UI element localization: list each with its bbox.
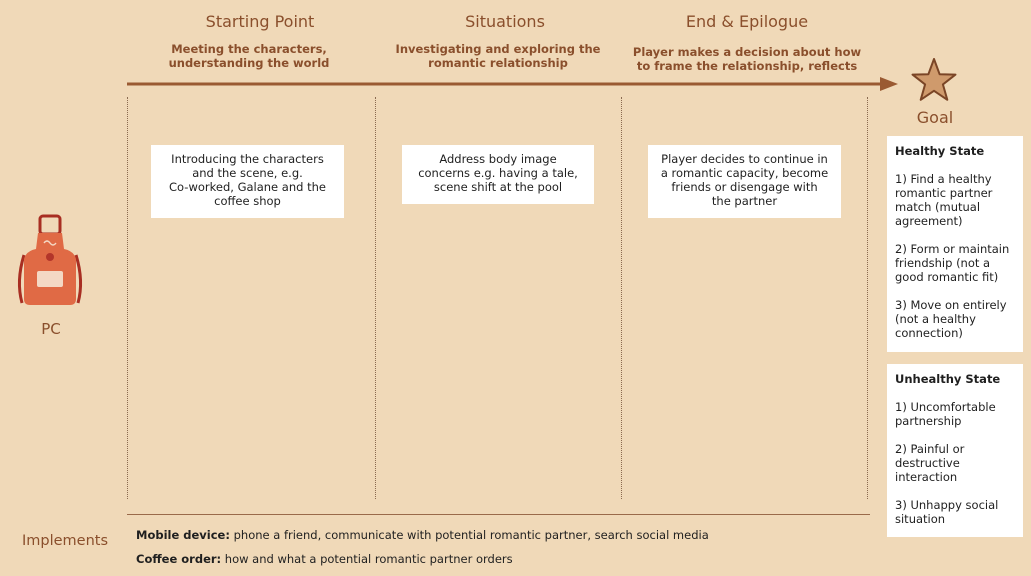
phase-card-end-epilogue — [648, 145, 841, 218]
healthy-state-box — [887, 136, 1023, 352]
implements-row-mobile-device — [136, 528, 709, 542]
phase-card-starting-point — [151, 145, 344, 218]
item-line: good romantic fit) — [895, 270, 999, 284]
phase-title-situations: Situations — [465, 12, 545, 31]
unhealthy-state-item — [895, 498, 1015, 526]
item-line: 2) Painful or — [895, 442, 965, 456]
card-line: and the scene, e.g. — [192, 166, 303, 180]
item-line: 2) Form or maintain — [895, 242, 1010, 256]
phase-subtitle-end-epilogue — [622, 45, 872, 73]
phase-title-end-epilogue: End & Epilogue — [685, 12, 809, 31]
healthy-state-item — [895, 242, 1015, 284]
subtitle-line: Player makes a decision about how — [632, 45, 862, 59]
pc-label: PC — [41, 320, 61, 338]
unhealthy-state-item — [895, 400, 1015, 428]
healthy-state-title: Healthy State — [895, 144, 985, 158]
timeline-arrow — [120, 74, 910, 94]
card-line: scene shift at the pool — [433, 180, 563, 194]
item-line: 1) Find a healthy — [895, 172, 992, 186]
goal-label: Goal — [916, 108, 954, 127]
divider — [867, 97, 868, 499]
card-line: Introducing the characters — [171, 152, 324, 166]
card-line: Address body image — [439, 152, 557, 166]
subtitle-line: to frame the relationship, reflects — [636, 59, 858, 73]
divider — [621, 97, 622, 499]
divider — [375, 97, 376, 499]
subtitle-line: Meeting the characters, — [171, 42, 327, 56]
implements-divider — [127, 514, 870, 515]
item-line: (not a healthy — [895, 312, 976, 326]
item-line: romantic partner — [895, 186, 993, 200]
card-line: friends or disengage with — [671, 180, 818, 194]
item-line: situation — [895, 512, 946, 526]
phase-subtitle-situations — [378, 42, 618, 70]
apron-icon — [14, 213, 86, 309]
phase-card-situations — [402, 145, 594, 204]
item-line: partnership — [895, 414, 962, 428]
item-line: 3) Unhappy social — [895, 498, 999, 512]
healthy-state-item — [895, 172, 1015, 228]
unhealthy-state-item — [895, 442, 1015, 484]
phase-subtitle-starting-point — [129, 42, 369, 70]
item-line: connection) — [895, 326, 963, 340]
divider — [127, 97, 128, 499]
healthy-state-item — [895, 298, 1015, 340]
unhealthy-state-title: Unhealthy State — [895, 372, 1001, 386]
implements-label: Implements — [22, 533, 109, 549]
item-line: interaction — [895, 470, 958, 484]
card-line: concerns e.g. having a tale, — [418, 166, 578, 180]
subtitle-line: understanding the world — [168, 56, 330, 70]
implement-text: how and what a potential romantic partner orders — [221, 552, 513, 566]
item-line: 3) Move on entirely — [895, 298, 1007, 312]
unhealthy-state-box — [887, 364, 1023, 537]
card-line: Player decides to continue in — [661, 152, 828, 166]
item-line: friendship (not a — [895, 256, 991, 270]
star-icon — [910, 57, 958, 103]
card-line: a romantic capacity, become — [660, 166, 829, 180]
item-line: destructive — [895, 456, 960, 470]
card-line: Co-worked, Galane and the — [169, 180, 326, 194]
item-line: 1) Uncomfortable — [895, 400, 996, 414]
phase-title-starting-point: Starting Point — [205, 12, 315, 31]
implement-name: Mobile device: — [136, 528, 230, 542]
card-line: coffee shop — [214, 194, 281, 208]
implement-text: phone a friend, communicate with potential romantic partner, search social media — [229, 528, 709, 542]
subtitle-line: Investigating and exploring the — [395, 42, 601, 56]
card-line: the partner — [711, 194, 778, 208]
subtitle-line: romantic relationship — [428, 56, 568, 70]
item-line: agreement) — [895, 214, 963, 228]
implements-row-coffee-order — [136, 552, 513, 566]
item-line: match (mutual — [895, 200, 981, 214]
implement-name: Coffee order: — [136, 552, 222, 566]
